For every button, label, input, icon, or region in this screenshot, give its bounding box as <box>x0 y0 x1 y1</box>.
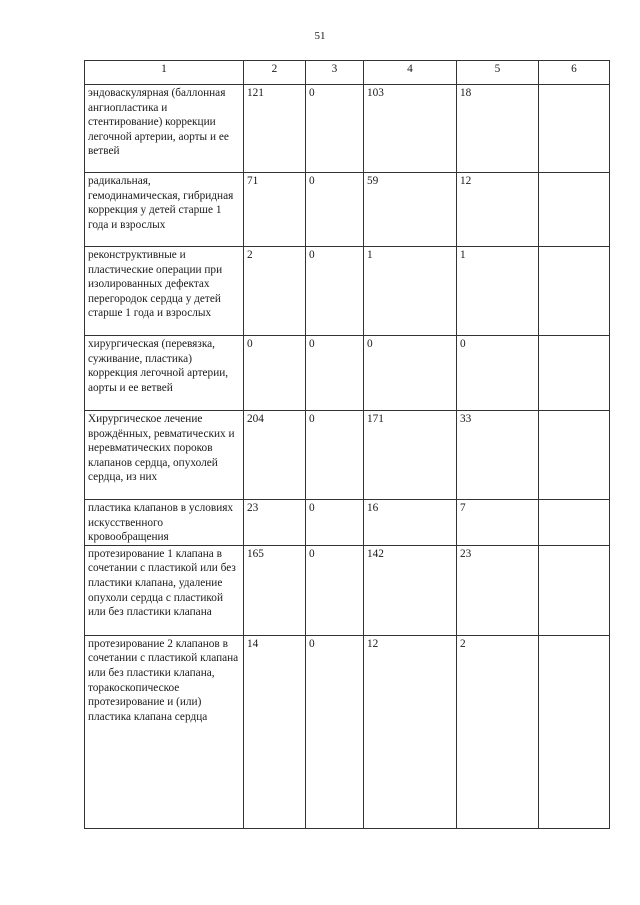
value-cell: 0 <box>306 500 364 546</box>
row-name-cell: эндоваскулярная (баллонная ангиопластика и стентирование) коррекции легочной артерии, аорты и ее ветвей <box>85 85 244 173</box>
value-cell: 0 <box>306 411 364 500</box>
value-cell: 14 <box>244 635 306 828</box>
column-header: 3 <box>306 61 364 85</box>
value-cell <box>539 173 610 247</box>
value-cell <box>539 500 610 546</box>
value-cell: 12 <box>364 635 457 828</box>
table-row <box>85 411 610 500</box>
row-name-cell: хирургическая (перевязка, суживание, пластика) коррекция легочной артерии, аорты и ее ветвей <box>85 336 244 411</box>
value-cell: 0 <box>306 635 364 828</box>
header-row <box>85 61 610 85</box>
value-cell: 0 <box>306 545 364 635</box>
value-cell: 0 <box>244 336 306 411</box>
row-name-cell: протезирование 1 клапана в сочетании с пластикой или без пластики клапана, удаление опухоли сердца с пластикой или без пластики клапана <box>85 545 244 635</box>
value-cell: 0 <box>306 85 364 173</box>
table-row <box>85 635 610 828</box>
value-cell <box>539 85 610 173</box>
value-cell <box>539 336 610 411</box>
row-name-cell: радикальная, гемодинамическая, гибридная коррекция у детей старше 1 года и взрослых <box>85 173 244 247</box>
row-name-cell: Хирургическое лечение врождённых, ревматических и неревматических пороков клапанов сердца, опухолей сердца, из них <box>85 411 244 500</box>
value-cell: 7 <box>457 500 539 546</box>
value-cell: 23 <box>244 500 306 546</box>
value-cell <box>539 545 610 635</box>
row-name-cell: реконструктивные и пластические операции при изолированных дефектах перегородок сердца у детей старше 1 года и взрослых <box>85 247 244 336</box>
value-cell: 59 <box>364 173 457 247</box>
value-cell: 1 <box>364 247 457 336</box>
value-cell: 33 <box>457 411 539 500</box>
value-cell: 171 <box>364 411 457 500</box>
value-cell <box>539 247 610 336</box>
value-cell: 71 <box>244 173 306 247</box>
value-cell: 12 <box>457 173 539 247</box>
value-cell <box>539 411 610 500</box>
table-row <box>85 500 610 546</box>
value-cell: 0 <box>306 173 364 247</box>
column-header: 5 <box>457 61 539 85</box>
value-cell: 0 <box>457 336 539 411</box>
value-cell: 16 <box>364 500 457 546</box>
value-cell: 0 <box>364 336 457 411</box>
value-cell: 204 <box>244 411 306 500</box>
value-cell: 0 <box>306 336 364 411</box>
column-header: 1 <box>85 61 244 85</box>
column-header: 2 <box>244 61 306 85</box>
value-cell <box>539 635 610 828</box>
table-row <box>85 247 610 336</box>
value-cell: 0 <box>306 247 364 336</box>
value-cell: 142 <box>364 545 457 635</box>
value-cell: 165 <box>244 545 306 635</box>
row-name-cell: протезирование 2 клапанов в сочетании с пластикой клапана или без пластики клапана, торакоскопическое протезирование и (или) пластика клапана сердца <box>85 635 244 828</box>
value-cell: 121 <box>244 85 306 173</box>
table-row <box>85 173 610 247</box>
column-header: 4 <box>364 61 457 85</box>
value-cell: 23 <box>457 545 539 635</box>
table-row <box>85 85 610 173</box>
page-number: 51 <box>314 30 326 42</box>
value-cell: 18 <box>457 85 539 173</box>
table-row <box>85 545 610 635</box>
row-name-cell: пластика клапанов в условиях искусственного кровообращения <box>85 500 244 546</box>
value-cell: 2 <box>457 635 539 828</box>
value-cell: 103 <box>364 85 457 173</box>
data-table <box>84 60 610 829</box>
value-cell: 1 <box>457 247 539 336</box>
value-cell: 2 <box>244 247 306 336</box>
column-header: 6 <box>539 61 610 85</box>
table-row <box>85 336 610 411</box>
